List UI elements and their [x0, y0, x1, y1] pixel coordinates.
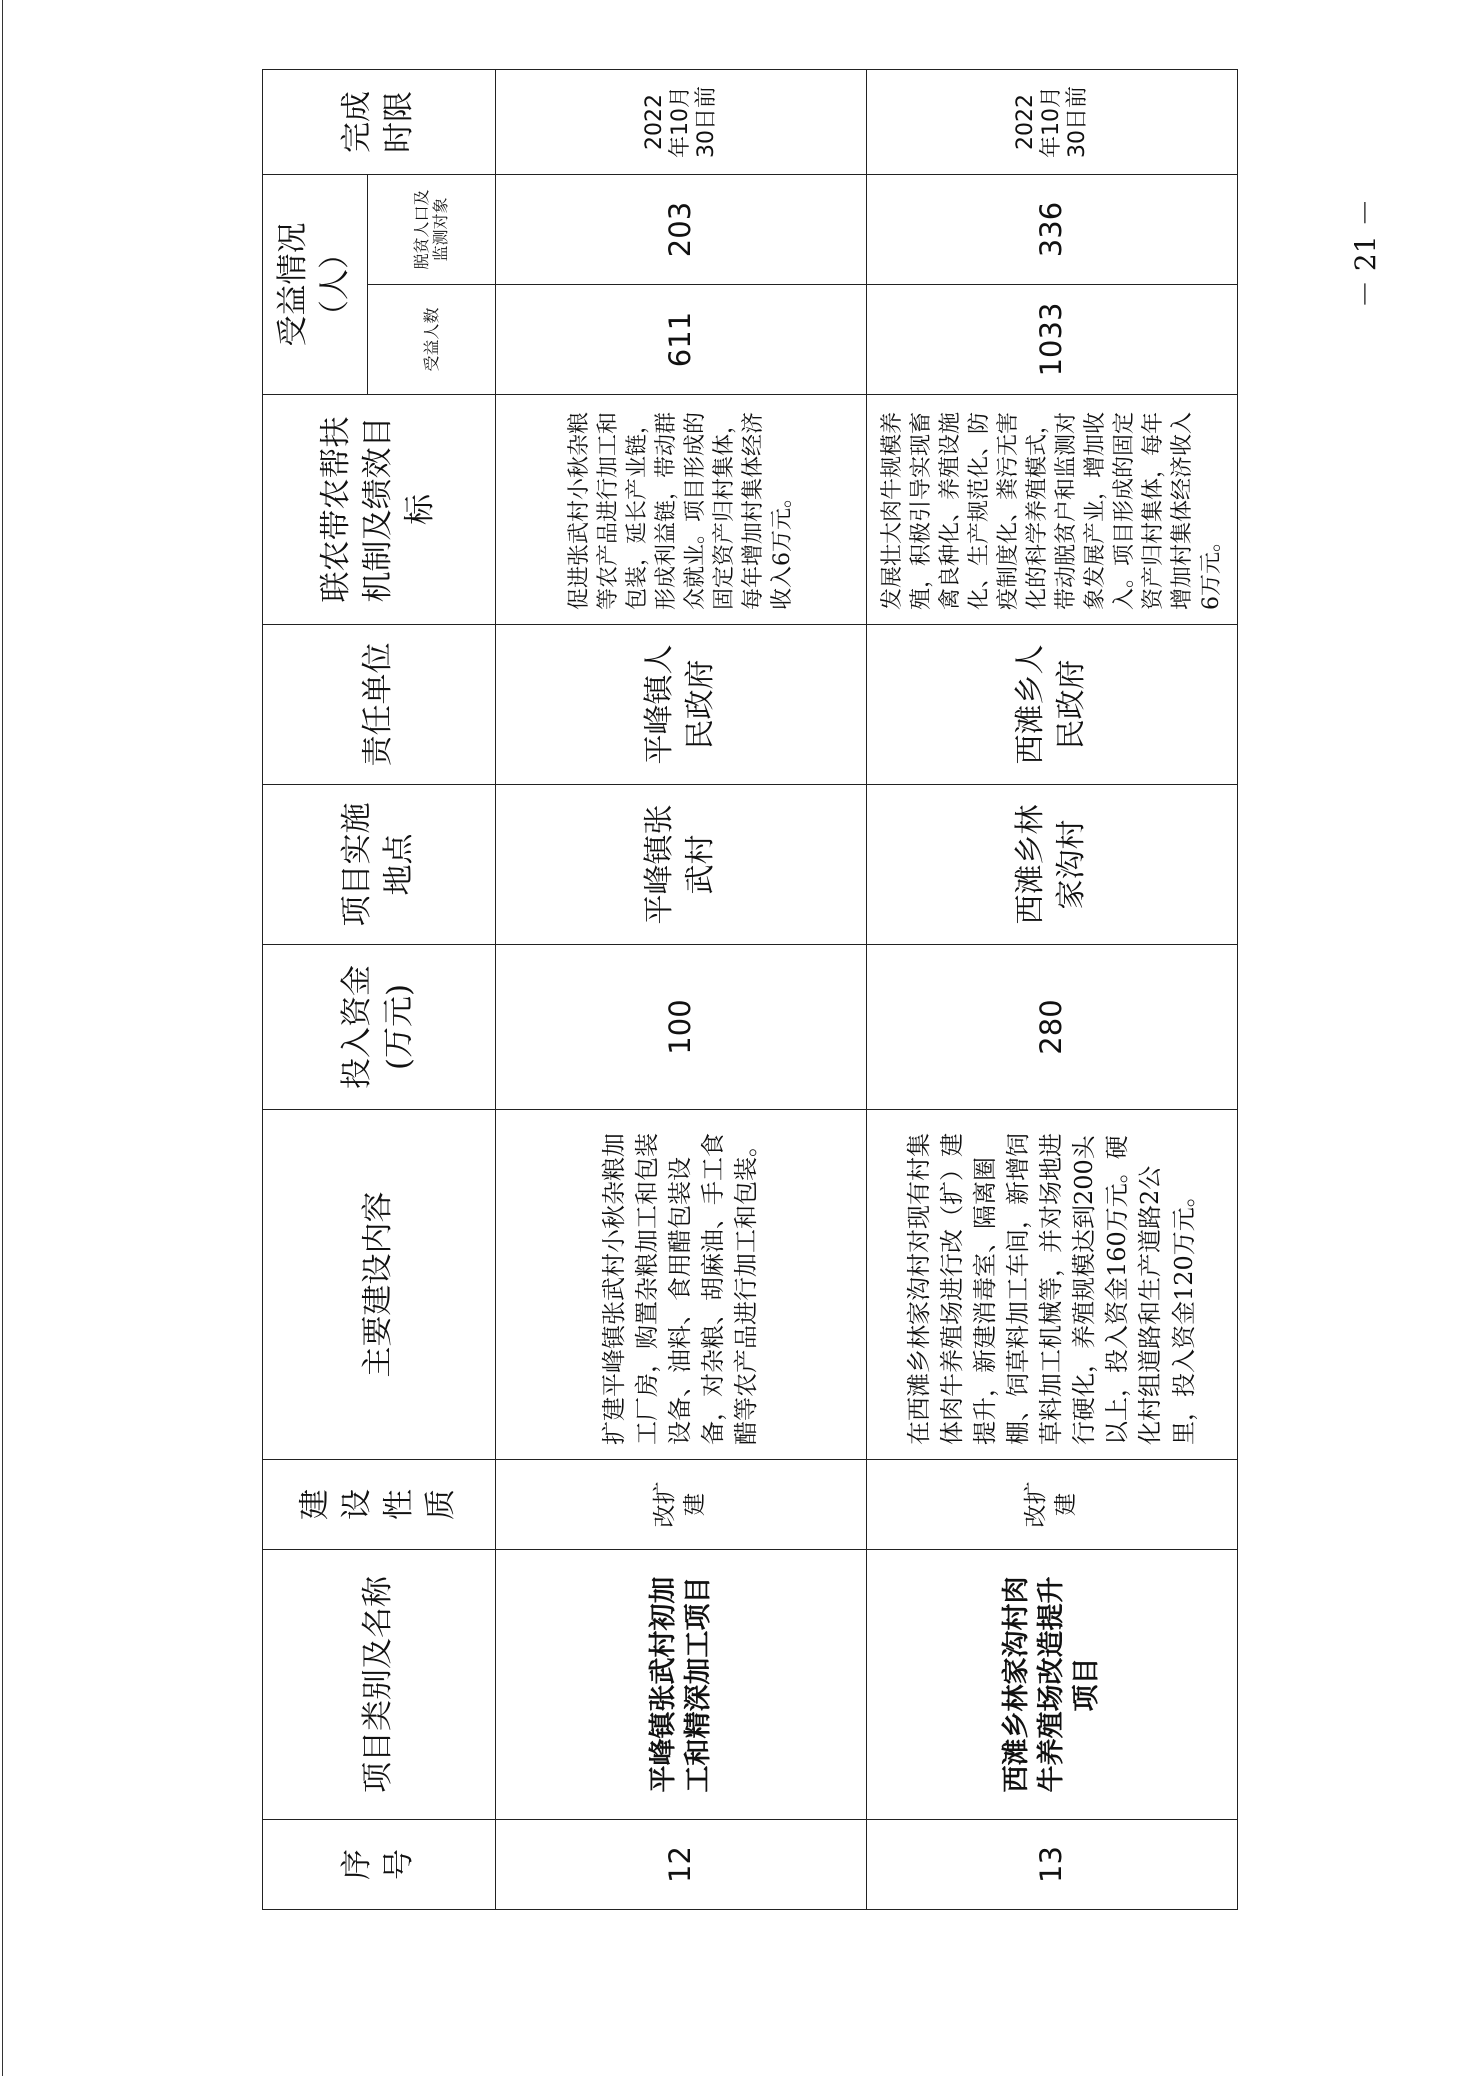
header-content: 主要建设内容 — [263, 1110, 496, 1460]
performance-goal: 促进张武村小秋杂粮等农产品进行加工和包装，延长产业链，形成利益链，带动群众就业。项目形成的固定资产归村集体，每年增加村集体经济收入6万元。 — [495, 395, 866, 625]
beneficiary-count: 1033 — [866, 285, 1237, 395]
row-index: 12 — [495, 1820, 866, 1910]
construction-nature: 改扩建 — [866, 1460, 1237, 1550]
beneficiary-count: 611 — [495, 285, 866, 395]
page-number: － 21 － — [1349, 198, 1382, 308]
poverty-target-count: 203 — [495, 175, 866, 285]
row-index: 13 — [866, 1820, 1237, 1910]
header-index: 序号 — [263, 1820, 496, 1910]
table-row — [495, 70, 866, 1910]
construction-content: 在西滩乡林家沟村对现有村集体肉牛养殖场进行改（扩）建提升，新建消毒室、隔离圈棚、饲草料加工车间，新增饲草料加工机械等，并对场地进行硬化，养殖规模达到200头以上，投入资金160万元。硬化村组道路和生产道路2公里，投入资金120万元。 — [866, 1110, 1237, 1460]
header-deadline: 完成时限 — [263, 70, 496, 175]
project-table — [262, 69, 1238, 1910]
responsible-unit: 平峰镇人民政府 — [495, 625, 866, 785]
project-location: 西滩乡林家沟村 — [866, 785, 1237, 945]
investment-amount: 100 — [495, 945, 866, 1110]
completion-deadline: 2022年10月30日前 — [866, 70, 1237, 175]
construction-content: 扩建平峰镇张武村小秋杂粮加工厂房，购置杂粮加工和包装设备、油料、食用醋包装设备，对杂粮、胡麻油、手工食醋等农产品进行加工和包装。 — [495, 1110, 866, 1460]
project-name: 西滩乡林家沟村肉牛养殖场改造提升项目 — [866, 1550, 1237, 1820]
construction-nature: 改扩建 — [495, 1460, 866, 1550]
performance-goal: 发展壮大肉牛规模养殖，积极引导实现畜禽良种化、养殖设施化、生产规范化、防疫制度化、粪污无害化的科学养殖模式，带动脱贫户和监测对象发展产业，增加收入。项目形成的固定资产归村集体，每年增加村集体经济收入6万元。 — [866, 395, 1237, 625]
project-location: 平峰镇张武村 — [495, 785, 866, 945]
poverty-target-count: 336 — [866, 175, 1237, 285]
header-goal: 联农带农帮扶机制及绩效目标 — [263, 395, 496, 625]
table-row — [866, 70, 1237, 1910]
header-benefit-group: 受益情况（人） — [263, 175, 368, 395]
rotated-table-sheet — [262, 70, 1224, 1910]
header-investment: 投入资金(万元) — [263, 945, 496, 1110]
header-nature: 建设性质 — [263, 1460, 496, 1550]
completion-deadline: 2022年10月30日前 — [495, 70, 866, 175]
header-beneficiaries: 受益人数 — [367, 285, 495, 395]
project-name: 平峰镇张武村初加工和精深加工项目 — [495, 1550, 866, 1820]
investment-amount: 280 — [866, 945, 1237, 1110]
header-poverty-target: 脱贫人口及监测对象 — [367, 175, 495, 285]
responsible-unit: 西滩乡人民政府 — [866, 625, 1237, 785]
header-responsible: 责任单位 — [263, 625, 496, 785]
header-name: 项目类别及名称 — [263, 1550, 496, 1820]
header-location: 项目实施地点 — [263, 785, 496, 945]
